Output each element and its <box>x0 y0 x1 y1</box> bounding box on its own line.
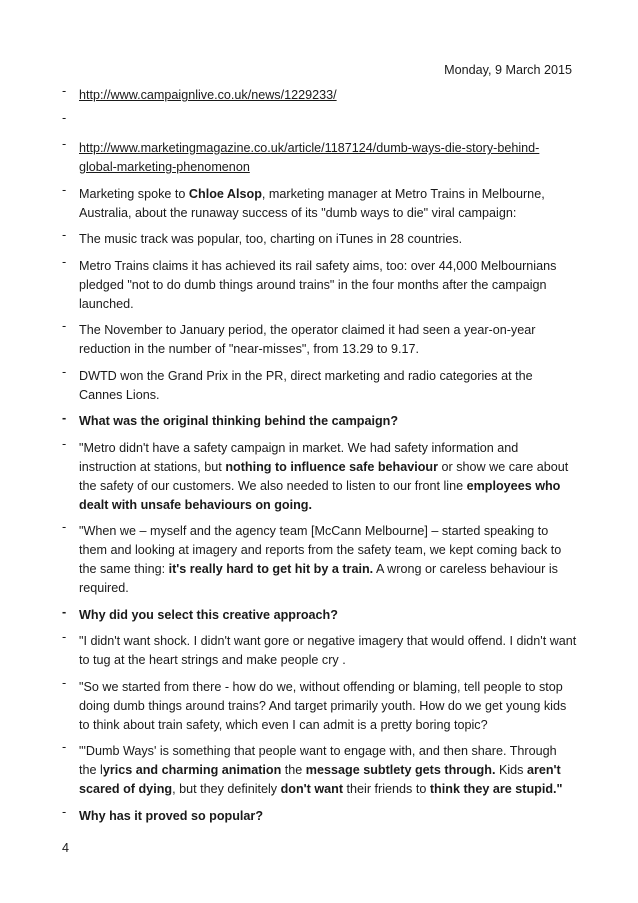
paragraph-marketing-spoke: Marketing spoke to Chloe Alsop, marketing manager at Metro Trains in Melbourne, Australia, about the runaway success of its "dumb ways to die" viral campaign: <box>79 186 545 220</box>
bullet-dash: - <box>62 110 67 125</box>
paragraph-target-youth: "So we started from there - how do we, without offending or blaming, tell people to stop doing dumb things around trains? And target primarily youth. How do we get young kids to think about train safety, which even I can admit is a pretty boring topic? <box>79 679 567 732</box>
bullet-dash: - <box>62 411 67 425</box>
bullet-dash: - <box>62 630 67 644</box>
bullet-dash: - <box>62 604 67 619</box>
paragraph-rail-safety: Metro Trains claims it has achieved its rail safety aims, too: over 44,000 Melbournians pledged "not to do dumb things around trains" in the four months after the campaign launched. <box>79 258 557 311</box>
bullet-dash: - <box>62 364 67 379</box>
list-item <box>62 742 577 799</box>
question-original-thinking: What was the original thinking behind the campaign? <box>79 414 399 428</box>
list-item <box>62 139 577 177</box>
bullet-dash: - <box>62 254 67 269</box>
list-item <box>62 321 577 359</box>
campaignlive-link[interactable]: http://www.campaignlive.co.uk/news/1229233/ <box>79 88 337 102</box>
paragraph-metro-safety: "Metro didn't have a safety campaign in market. We had safety information and instruction at stations, but nothing to influence safe behaviour or show we care about the safety of our customers. We also needed to listen to our front line employees who dealt with unsafe behaviours on going. <box>79 440 569 512</box>
bullet-dash: - <box>62 84 67 98</box>
paragraph-agency-team: "When we – myself and the agency team [McCann Melbourne] – started speaking to them and looking at imagery and reports from the safety team, we kept coming back to the same thing: it's really hard to get hit by a train. A wrong or careless behaviour is required. <box>79 524 562 595</box>
bullet-dash: - <box>62 182 67 197</box>
list-item <box>62 182 577 223</box>
paragraph-music-track: The music track was popular, too, charting on iTunes in 28 countries. <box>79 232 463 246</box>
bullet-dash: - <box>62 804 67 819</box>
paragraph-dumb-ways-engage: "'Dumb Ways' is something that people want to engage with, and then share. Through the lyrics and charming animation the message subtlety gets through. Kids aren't scared of dying, but they definitely don't want their friends to think they are stupid." <box>79 744 563 796</box>
bullet-dash: - <box>62 228 67 242</box>
list-item <box>62 632 577 670</box>
list-item <box>62 230 577 249</box>
question-why-popular: Why has it proved so popular? <box>79 808 264 823</box>
list-item-question <box>62 804 577 826</box>
marketingmagazine-link[interactable]: http://www.marketingmagazine.co.uk/article/1187124/dumb-ways-die-story-behind- global-marketing-phenomenon <box>79 141 540 174</box>
bullet-dash: - <box>62 740 67 754</box>
notes-list <box>62 86 577 833</box>
list-item <box>62 436 577 515</box>
list-item <box>62 364 577 405</box>
list-item-question <box>62 412 577 431</box>
bullet-dash: - <box>62 137 67 151</box>
list-item-question <box>62 606 577 625</box>
paragraph-near-misses: The November to January period, the operator claimed it had seen a year-on-year reduction in the number of "near-misses", from 13.29 to 9.17. <box>79 323 536 356</box>
bullet-dash: - <box>62 436 67 451</box>
list-item <box>62 86 577 105</box>
page-number: 4 <box>62 841 70 855</box>
paragraph-no-shock: "I didn't want shock. I didn't want gore or negative imagery that would offend. I didn't want to tug at the heart strings and make people cry . <box>79 634 577 667</box>
list-item <box>62 254 577 314</box>
list-item <box>62 522 577 598</box>
bullet-dash: - <box>62 675 67 690</box>
paragraph-grand-prix: DWTD won the Grand Prix in the PR, direct marketing and radio categories at the Cannes Lions. <box>79 368 533 402</box>
date-header: Monday, 9 March 2015 <box>444 63 572 77</box>
bullet-dash: - <box>62 520 67 534</box>
bullet-dash: - <box>62 319 67 333</box>
list-item-empty <box>62 110 577 132</box>
question-creative-approach: Why did you select this creative approach? <box>79 607 338 622</box>
list-item <box>62 675 577 735</box>
